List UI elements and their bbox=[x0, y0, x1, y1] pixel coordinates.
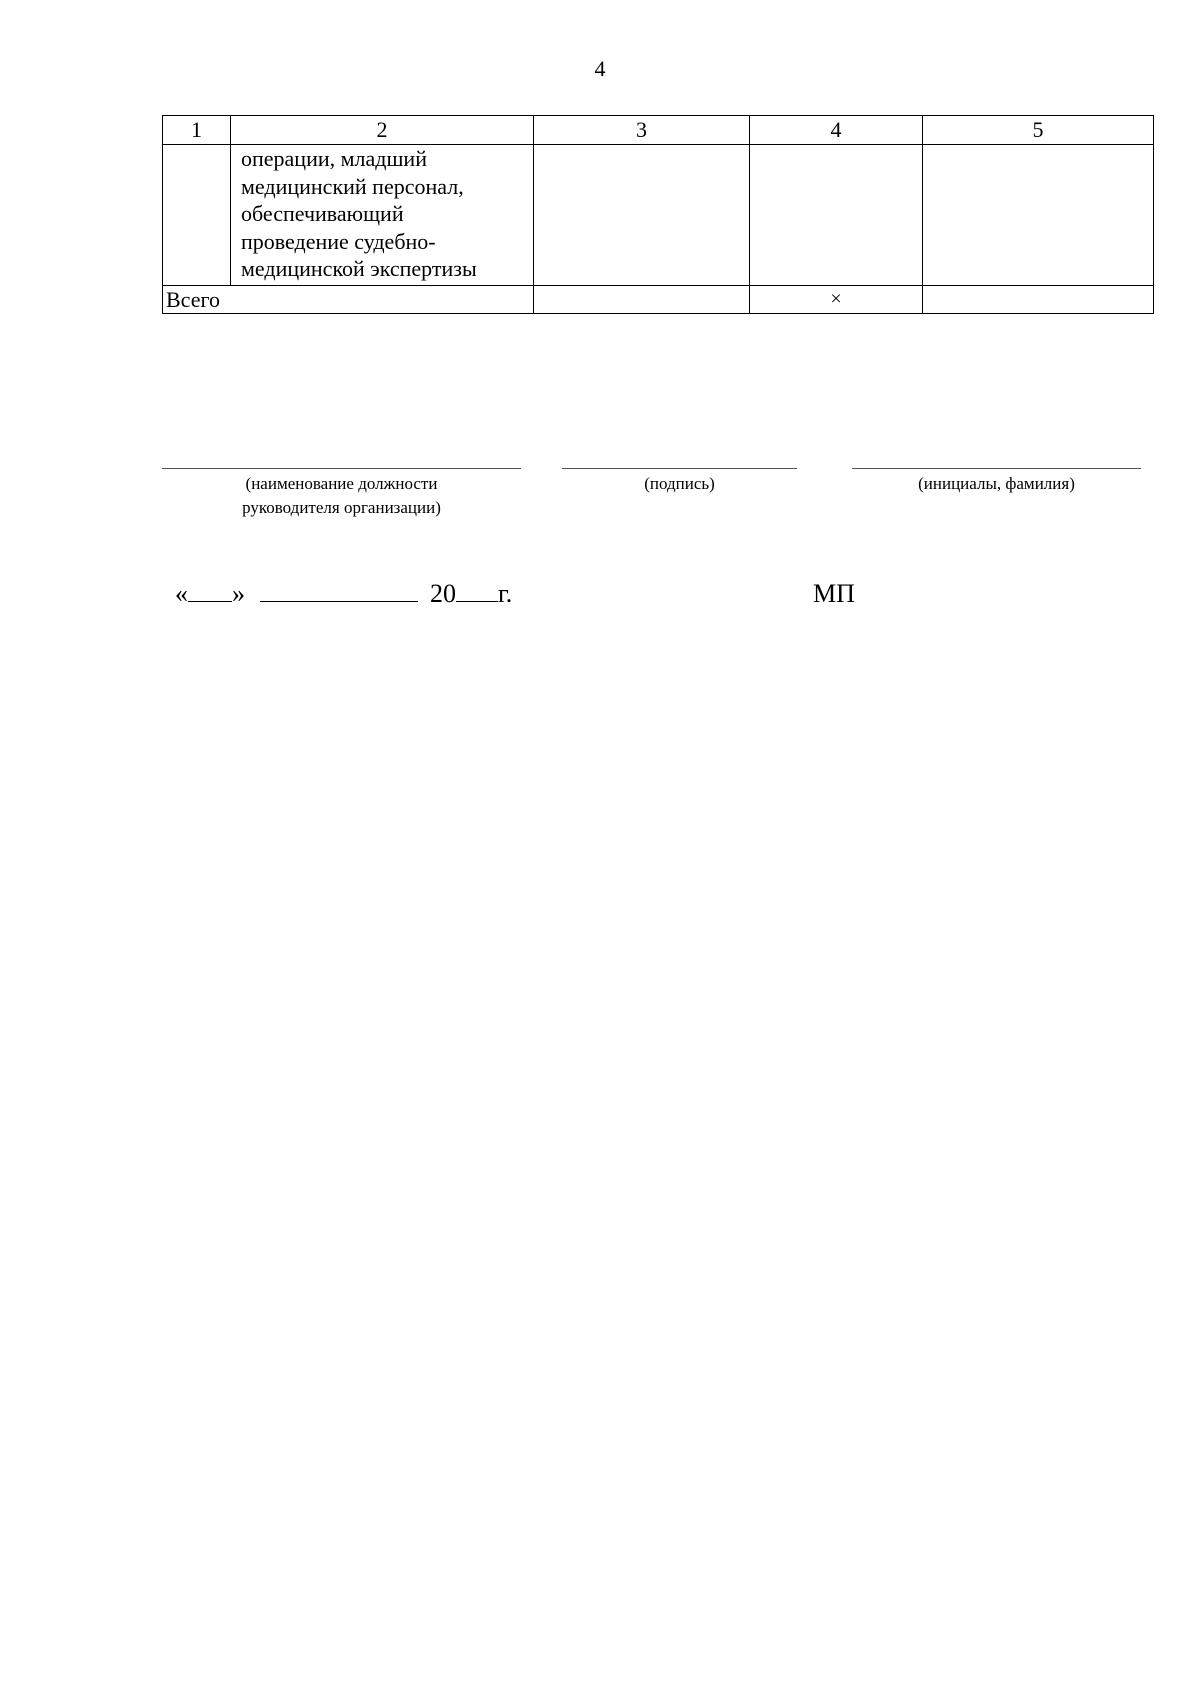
description-line: проведение судебно- bbox=[241, 228, 436, 254]
column-header-5: 5 bbox=[923, 116, 1154, 145]
description-line: операции, младший bbox=[241, 146, 427, 171]
row-cell-4 bbox=[750, 145, 923, 286]
column-header-3: 3 bbox=[534, 116, 750, 145]
position-caption-line: (наименование должности bbox=[245, 474, 438, 493]
position-caption-line: руководителя организации) bbox=[242, 498, 441, 517]
row-description-cell bbox=[231, 145, 534, 286]
page-number: 4 bbox=[594, 56, 606, 81]
row-cell-3 bbox=[534, 145, 750, 286]
month-blank bbox=[260, 579, 418, 602]
name-signature-line bbox=[852, 468, 1141, 469]
column-header-1: 1 bbox=[163, 116, 231, 145]
position-signature-line bbox=[162, 468, 521, 469]
column-header-4: 4 bbox=[750, 116, 923, 145]
year-century: 20 bbox=[430, 579, 456, 608]
year-blank bbox=[456, 579, 498, 602]
total-label: Всего bbox=[163, 286, 534, 314]
table-row bbox=[163, 145, 1154, 286]
date-open-quote: « bbox=[175, 579, 188, 608]
table-header-row bbox=[163, 116, 1154, 145]
total-cell-4-cross: × bbox=[750, 286, 923, 314]
total-cell-3 bbox=[534, 286, 750, 314]
date-field bbox=[175, 578, 512, 610]
row-number-cell bbox=[163, 145, 231, 286]
day-blank bbox=[188, 579, 232, 602]
total-row bbox=[163, 286, 1154, 314]
description-line: медицинский персонал, bbox=[241, 173, 464, 199]
date-close-quote: » bbox=[232, 579, 245, 608]
row-cell-5 bbox=[923, 145, 1154, 286]
signature-caption: (подпись) bbox=[644, 474, 715, 493]
year-suffix: г. bbox=[498, 579, 513, 608]
stamp-place-label: МП bbox=[813, 579, 855, 608]
name-caption: (инициалы, фамилия) bbox=[918, 474, 1075, 493]
column-header-2: 2 bbox=[231, 116, 534, 145]
description-line: медицинской экспертизы bbox=[241, 256, 477, 281]
description-line: обеспечивающий bbox=[241, 201, 404, 226]
expertise-table bbox=[162, 115, 1154, 314]
position-caption bbox=[162, 472, 521, 520]
total-cell-5 bbox=[923, 286, 1154, 314]
signature-line bbox=[562, 468, 797, 469]
